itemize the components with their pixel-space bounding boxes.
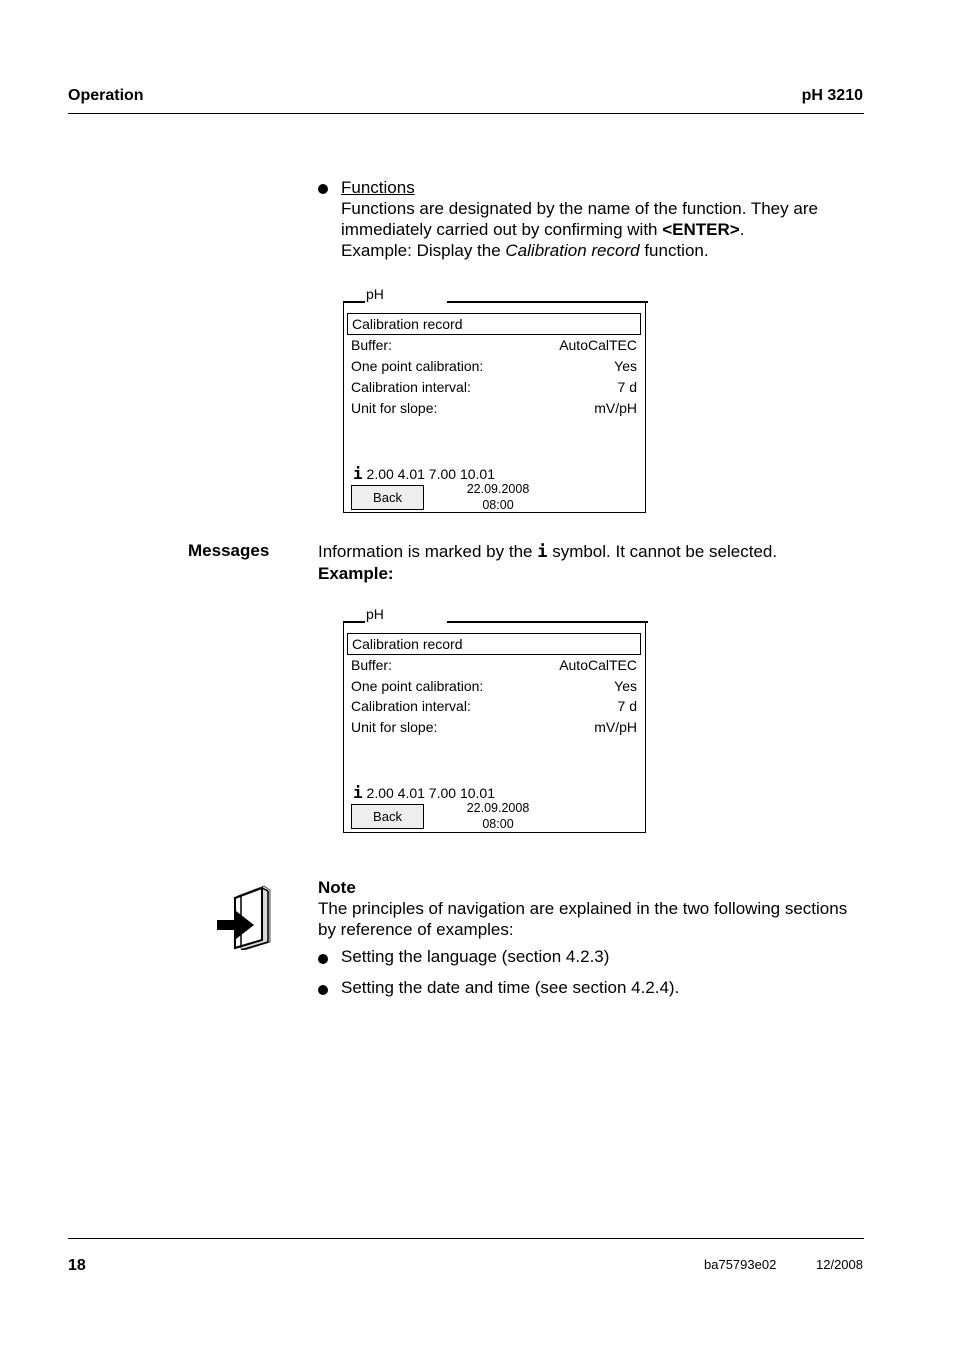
note-book-icon <box>214 884 274 950</box>
functions-line3: Example: Display the Calibration record function. <box>341 241 709 260</box>
note-line1: The principles of navigation are explained in the two following sections <box>318 899 848 918</box>
screen-title: Calibration record <box>347 313 641 335</box>
screen-row-buffer: Buffer: AutoCalTEC <box>351 657 637 673</box>
back-button[interactable]: Back <box>351 804 424 829</box>
screen-row-one-point: One point calibration: Yes <box>351 678 637 694</box>
screen-title: Calibration record <box>347 633 641 655</box>
info-icon: i <box>353 783 363 802</box>
header-product: pH 3210 <box>801 87 863 104</box>
note-bullet-datetime: Setting the date and time (see section 4.2.4). <box>341 978 680 997</box>
device-screen-2 <box>343 606 648 831</box>
messages-block: Information is marked by the i symbol. It cannot be selected. Example: <box>318 542 778 583</box>
note-title: Note <box>318 878 356 897</box>
footer-rule <box>68 1238 864 1239</box>
screen-time: 08:00 <box>482 498 514 512</box>
info-icon: i <box>537 542 548 562</box>
screen-row-slope-unit: Unit for slope: mV/pH <box>351 400 637 416</box>
screen-row-buffer: Buffer: AutoCalTEC <box>351 337 637 353</box>
bullet-dot <box>318 951 328 969</box>
info-icon: i <box>353 464 363 483</box>
functions-block <box>341 177 871 261</box>
screen-date: 22.09.2008 <box>466 482 530 496</box>
header-section: Operation <box>68 87 144 104</box>
screen-mode-label: pH <box>366 606 384 622</box>
device-screen-1 <box>343 286 648 512</box>
bullet-dot <box>318 982 328 1000</box>
screen-row-interval: Calibration interval: 7 d <box>351 379 637 395</box>
enter-key: <ENTER> <box>662 220 740 239</box>
screen-mode-label: pH <box>366 286 384 302</box>
functions-line1: Functions are designated by the name of the function. They are <box>341 199 818 218</box>
back-button[interactable]: Back <box>351 485 424 510</box>
screen-row-one-point: One point calibration: Yes <box>351 358 637 374</box>
page-number: 18 <box>68 1257 86 1274</box>
functions-line2: immediately carried out by confirming with <ENTER>. <box>341 220 745 239</box>
footer-date: 12/2008 <box>816 1257 863 1272</box>
note-block <box>318 877 878 940</box>
bullet-dot <box>318 181 328 199</box>
screen-row-slope-unit: Unit for slope: mV/pH <box>351 719 637 735</box>
screen-row-interval: Calibration interval: 7 d <box>351 698 637 714</box>
example-label: Example: <box>318 564 394 583</box>
functions-title: Functions <box>341 178 415 197</box>
screen-time: 08:00 <box>482 817 514 831</box>
note-bullet-language: Setting the language (section 4.2.3) <box>341 947 610 966</box>
note-line2: by reference of examples: <box>318 920 514 939</box>
screen-date: 22.09.2008 <box>466 801 530 815</box>
screen-info-line: i 2.00 4.01 7.00 10.01 <box>353 783 495 802</box>
messages-side-label: Messages <box>188 541 270 560</box>
header-rule <box>68 113 864 114</box>
screen-info-line: i 2.00 4.01 7.00 10.01 <box>353 464 495 483</box>
footer-doc-id: ba75793e02 <box>704 1257 777 1272</box>
